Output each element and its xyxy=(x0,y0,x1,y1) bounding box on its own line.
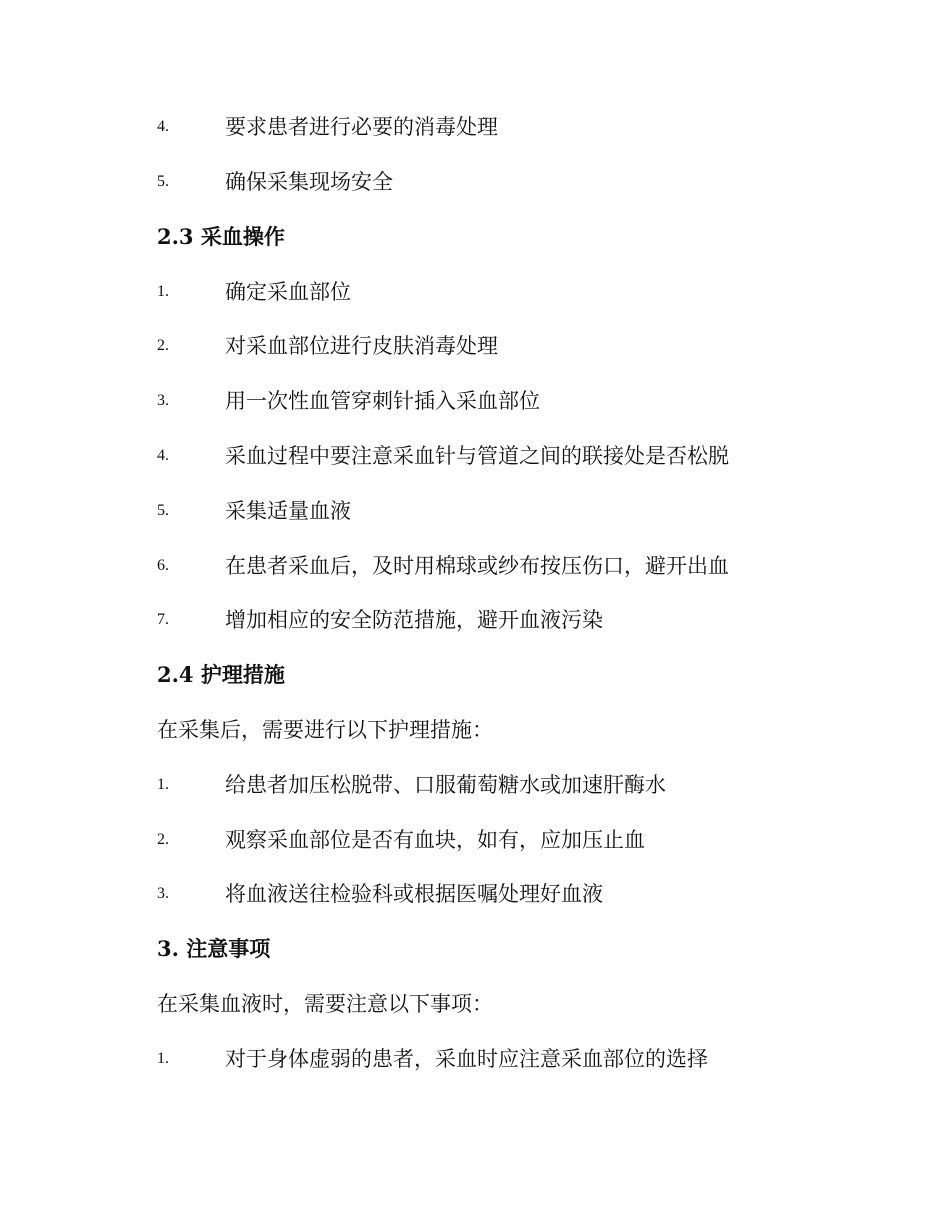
list-item-number: 1. xyxy=(157,1050,169,1067)
list-item-number: 4. xyxy=(157,447,169,464)
list-item-text: 在患者采血后，及时用棉球或纱布按压伤口，避开出血 xyxy=(225,554,729,578)
paragraph: 在采集后，需要进行以下护理措施： xyxy=(157,718,493,742)
list-item-number: 5. xyxy=(157,173,169,190)
list-item-text: 增加相应的安全防范措施，避开血液污染 xyxy=(225,608,603,632)
section-heading-2-3: 2.3 采血操作 xyxy=(157,224,285,249)
list-item-number: 2. xyxy=(157,831,169,848)
list-item-number: 3. xyxy=(157,392,169,409)
list-item-text: 给患者加压松脱带、口服葡萄糖水或加速肝酶水 xyxy=(225,773,666,797)
list-item-number: 5. xyxy=(157,502,169,519)
section-heading-3: 3. 注意事项 xyxy=(157,936,271,961)
list-item-number: 4. xyxy=(157,118,169,135)
list-item-text: 将血液送往检验科或根据医嘱处理好血液 xyxy=(225,882,603,906)
section-heading-2-4: 2.4 护理措施 xyxy=(157,662,285,687)
list-item-text: 要求患者进行必要的消毒处理 xyxy=(225,115,498,139)
list-item-number: 3. xyxy=(157,885,169,902)
list-item-number: 1. xyxy=(157,283,169,300)
list-item-text: 用一次性血管穿刺针插入采血部位 xyxy=(225,389,540,413)
list-item-number: 2. xyxy=(157,337,169,354)
paragraph: 在采集血液时，需要注意以下事项： xyxy=(157,992,493,1016)
list-item-text: 确定采血部位 xyxy=(225,280,351,304)
list-item-number: 7. xyxy=(157,611,169,628)
list-item-number: 1. xyxy=(157,776,169,793)
list-item-number: 6. xyxy=(157,557,169,574)
list-item-text: 采集适量血液 xyxy=(225,499,351,523)
list-item-text: 观察采血部位是否有血块，如有，应加压止血 xyxy=(225,828,645,852)
list-item-text: 对采血部位进行皮肤消毒处理 xyxy=(225,334,498,358)
list-item-text: 采血过程中要注意采血针与管道之间的联接处是否松脱 xyxy=(225,444,729,468)
list-item-text: 确保采集现场安全 xyxy=(225,170,393,194)
list-item-text: 对于身体虚弱的患者，采血时应注意采血部位的选择 xyxy=(225,1047,708,1071)
